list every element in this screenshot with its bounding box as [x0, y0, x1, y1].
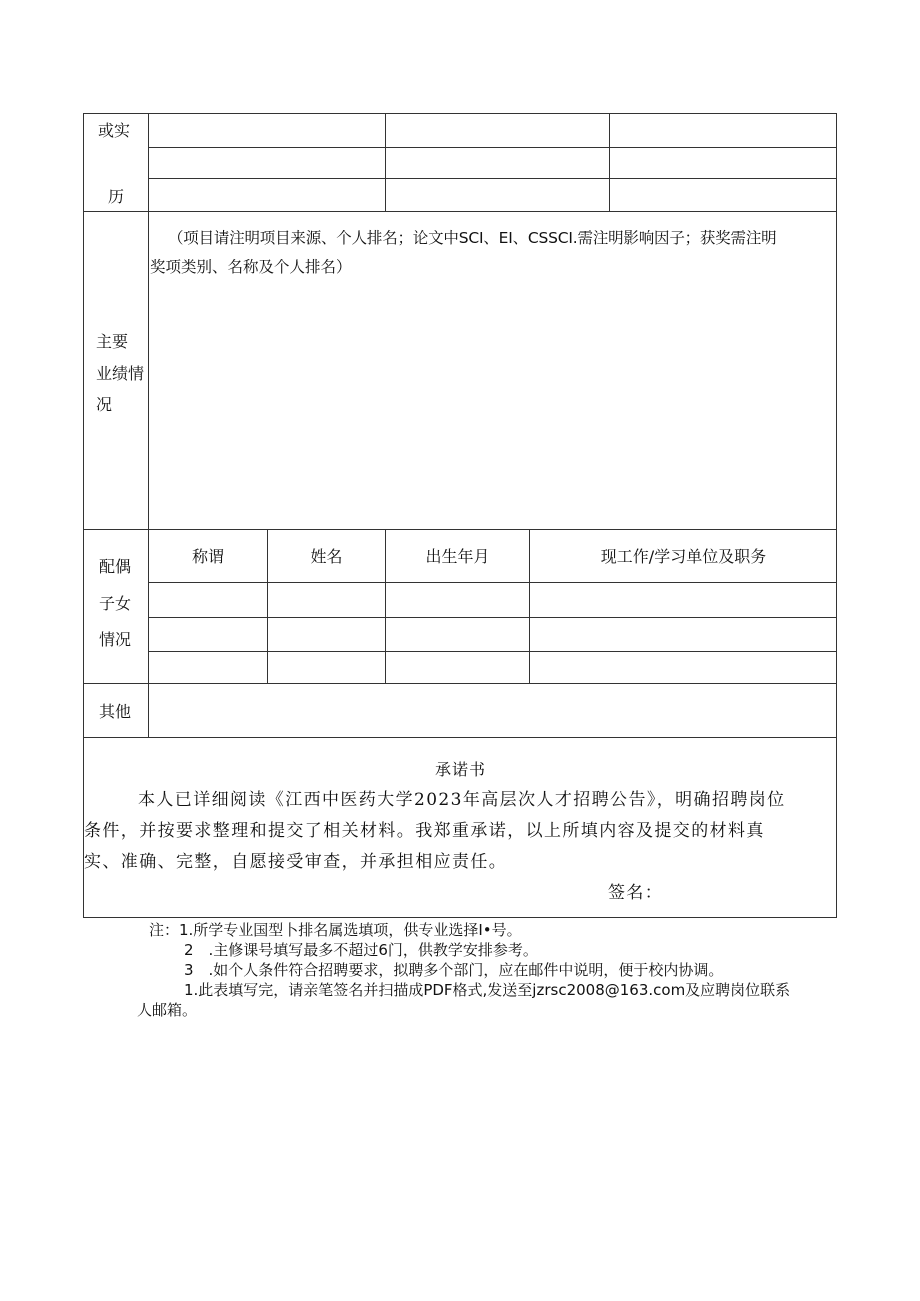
- signature-field[interactable]: [674, 878, 824, 908]
- history-cell-r2c2[interactable]: [386, 148, 609, 178]
- history-label-line2: 历: [108, 187, 125, 206]
- family-column-work: 现工作/学习单位及职务: [600, 547, 767, 566]
- family-cell-r2-relation[interactable]: [149, 618, 267, 651]
- note-line4: 1.此表填写完，请亲笔签名并扫描成PDF格式,发送至jzrsc2008@163.com及应聘岗位联系: [184, 981, 791, 999]
- family-cell-r1-work[interactable]: [530, 583, 837, 617]
- family-cell-r2-birth[interactable]: [386, 618, 529, 651]
- achievements-label-line2: 业绩情: [96, 364, 145, 383]
- pledge-paragraph-line1: 本人已详细阅读《江西中医药大学2023年高层次人才招聘公告》，明确招聘岗位: [138, 790, 786, 810]
- family-column-relation: 称谓: [191, 547, 224, 566]
- note-line1: 注：1.所学专业国型卜排名属选填项，供专业选择I•号。: [149, 921, 522, 939]
- family-label-line1: 配偶: [99, 557, 132, 576]
- history-cell-r2c1[interactable]: [149, 148, 385, 178]
- history-label-line1: 或实: [98, 121, 131, 140]
- history-cell-r3c1[interactable]: [149, 179, 385, 211]
- other-section-divider: [84, 737, 837, 738]
- family-cell-r2-work[interactable]: [530, 618, 837, 651]
- pledge-paragraph-line2: 条件，并按要求整理和提交了相关材料。我郑重承诺，以上所填内容及提交的材料真: [84, 821, 765, 841]
- family-label-line3: 情况: [99, 630, 132, 649]
- history-cell-r3c3[interactable]: [610, 179, 837, 211]
- signature-label: 签名：: [608, 883, 664, 903]
- pledge-paragraph-line3: 实、准确、完整，自愿接受审查，并承担相应责任。: [84, 852, 508, 872]
- achievements-input-area[interactable]: [149, 274, 837, 529]
- family-column-birth: 出生年月: [425, 547, 490, 566]
- achievements-label-line1: 主要: [96, 332, 129, 351]
- family-cell-r3-name[interactable]: [268, 652, 385, 683]
- family-cell-r1-birth[interactable]: [386, 583, 529, 617]
- pledge-title: 承诺书: [434, 760, 486, 779]
- note-line2: 2 .主修课号填写最多不超过6门，供教学安排参考。: [184, 941, 538, 959]
- family-label-line2: 子女: [99, 594, 132, 613]
- achievements-instruction-line1: （项目请注明项目来源、个人排名；论文中SCI、EI、CSSCI.需注明影响因子；获奖需注明: [168, 229, 777, 247]
- achievements-label-line3: 况: [96, 395, 113, 414]
- family-cell-r2-name[interactable]: [268, 618, 385, 651]
- history-cell-r1c1[interactable]: [149, 114, 385, 147]
- achievements-instruction-line2: 奖项类别、名称及个人排名）: [150, 258, 352, 276]
- family-cell-r3-work[interactable]: [530, 652, 837, 683]
- history-cell-r1c3[interactable]: [610, 114, 837, 147]
- family-cell-r3-birth[interactable]: [386, 652, 529, 683]
- history-section-divider: [84, 211, 837, 212]
- family-cell-r1-relation[interactable]: [149, 583, 267, 617]
- history-cell-r3c2[interactable]: [386, 179, 609, 211]
- family-column-name: 姓名: [310, 547, 343, 566]
- family-cell-r3-relation[interactable]: [149, 652, 267, 683]
- family-cell-r1-name[interactable]: [268, 583, 385, 617]
- other-label: 其他: [99, 702, 132, 721]
- other-input-cell[interactable]: [149, 684, 837, 737]
- history-cell-r2c3[interactable]: [610, 148, 837, 178]
- achievements-section-divider: [84, 529, 837, 530]
- history-cell-r1c2[interactable]: [386, 114, 609, 147]
- note-line5: 人邮箱。: [137, 1001, 198, 1019]
- application-form-table: [83, 113, 837, 918]
- note-line3: 3 .如个人条件符合招聘要求，拟聘多个部门，应在邮件中说明，便于校内协调。: [184, 961, 724, 979]
